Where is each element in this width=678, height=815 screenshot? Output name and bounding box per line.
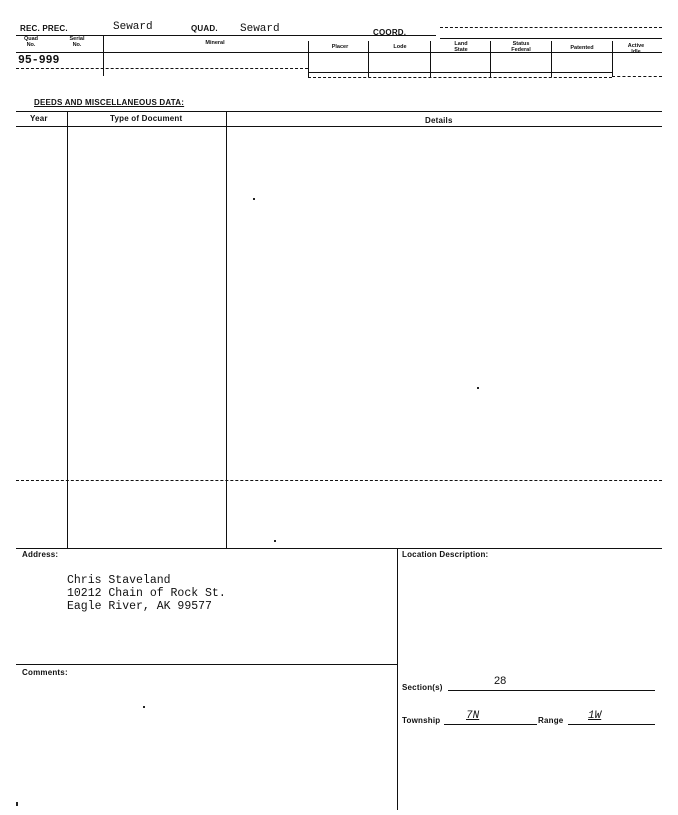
rec-prec-value: Seward [113,21,153,33]
record-dash-rule [16,68,308,69]
record-number: 95-999 [18,54,60,67]
section-label: Section(s) [402,683,443,692]
record-rule-mid [308,72,612,73]
col-type-of-document: Type of Document [110,114,183,123]
address-line-city: Eagle River, AK 99577 [67,600,212,613]
col-lode: Lode [393,44,407,50]
comments-top-rule [16,664,397,665]
col-patented: Patented [570,45,594,51]
comments-label: Comments: [22,668,68,677]
address-block [67,574,226,613]
deeds-dash-rule [16,480,662,481]
record-dash-rule-lower [308,77,612,78]
col-status-federal: Status Federal [511,41,531,53]
col-mineral: Mineral [205,40,225,46]
location-description-label: Location Description: [402,550,489,559]
deeds-title: DEEDS AND MISCELLANEOUS DATA: [34,98,185,107]
range-label: Range [538,716,564,725]
col-land-state: Land State [454,41,468,53]
range-underline [568,724,655,725]
col-active-idle: Active Idle [627,43,645,55]
header-rule-right [440,38,662,39]
address-label: Address: [22,550,59,559]
header-dash-upper [440,27,662,28]
deeds-header-rule [16,126,662,127]
township-value: 7N [466,710,480,722]
col-quad-no: Quad No. [23,36,39,48]
address-line-street: 10212 Chain of Rock St. [67,587,226,600]
lower-center-divider [397,548,398,810]
col-placer: Placer [331,44,349,50]
range-value: 1W [588,710,602,722]
deeds-divider-type [226,111,227,548]
quad-value: Seward [240,23,280,35]
section-value: 28 [494,675,507,687]
rec-prec-label: REC. PREC. [20,24,68,33]
col-year: Year [30,114,48,123]
section-underline [448,690,655,691]
column-header-rule [16,52,662,53]
coord-label: COORD. [373,28,407,37]
quad-label: QUAD. [191,24,218,33]
township-label: Township [402,716,441,725]
address-line-name: Chris Staveland [67,574,171,587]
lower-top-rule [16,548,662,549]
record-dash-rule-right [612,76,662,77]
deeds-divider-year [67,111,68,548]
col-serial-no: Serial No. [69,36,85,48]
township-underline [444,724,537,725]
deeds-top-rule [16,111,662,112]
col-details: Details [425,116,453,125]
